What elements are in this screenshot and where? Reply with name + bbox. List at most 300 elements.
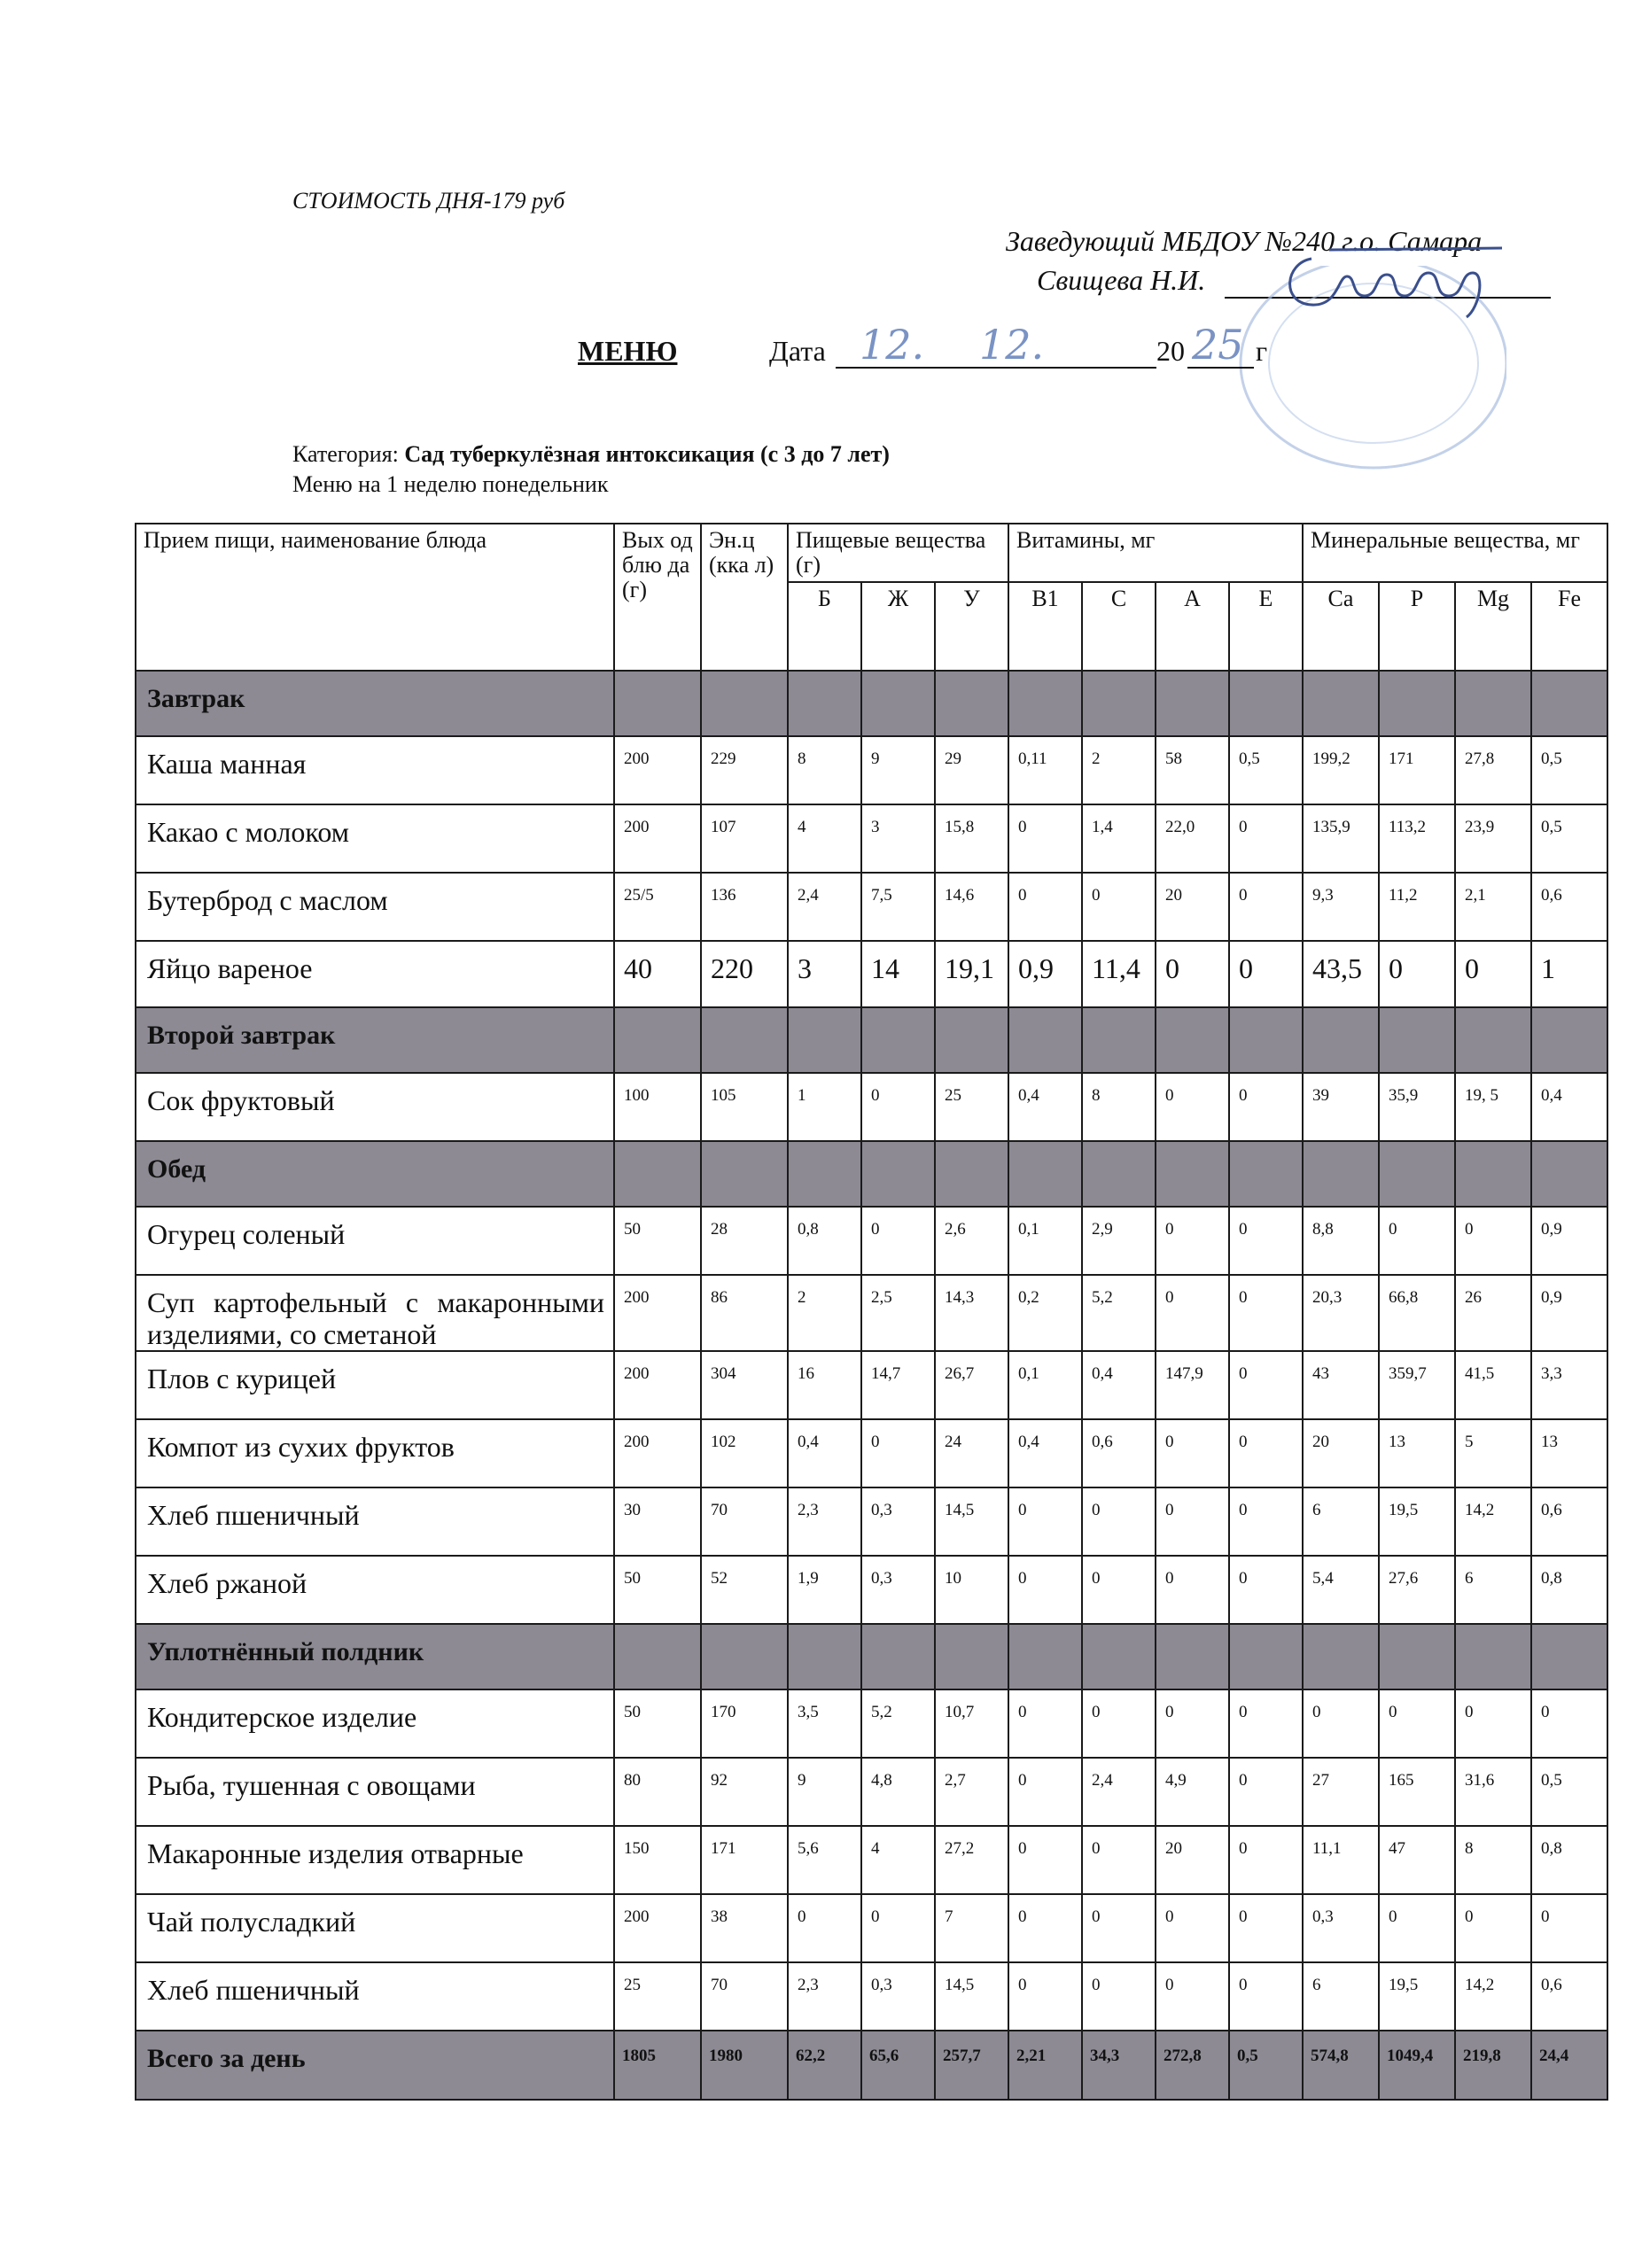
total-value: 24,4 (1531, 2031, 1607, 2100)
section-filler-cell (614, 1141, 701, 1207)
value-cell: 5,2 (861, 1689, 935, 1758)
value-cell: 3,3 (1531, 1351, 1607, 1419)
value-cell: 0 (1008, 1689, 1082, 1758)
value-cell: 80 (614, 1758, 701, 1826)
value-cell: 0,8 (1531, 1826, 1607, 1894)
value-cell: 9,3 (1303, 873, 1379, 941)
value-cell: 0 (861, 1073, 935, 1141)
col-sub-header: Fe (1531, 582, 1607, 671)
section-filler-cell (861, 1624, 935, 1689)
value-cell: 14,2 (1455, 1962, 1531, 2031)
value-cell: 14,7 (861, 1351, 935, 1419)
col-sub-header: Е (1229, 582, 1303, 671)
value-cell: 0 (1082, 1689, 1156, 1758)
value-cell: 0 (1229, 1826, 1303, 1894)
value-cell: 0,1 (1008, 1207, 1082, 1275)
value-cell: 4 (861, 1826, 935, 1894)
year-g: г (1256, 335, 1268, 367)
table-row (136, 1275, 1607, 1351)
value-cell: 20 (1156, 873, 1229, 941)
value-cell: 0 (1082, 1487, 1156, 1556)
value-cell: 0,3 (861, 1556, 935, 1624)
value-cell: 52 (701, 1556, 788, 1624)
col-sub-header: У (935, 582, 1008, 671)
value-cell: 0 (788, 1894, 861, 1962)
col-vitamins: Витамины, мг (1008, 524, 1303, 582)
value-cell: 0 (1156, 1275, 1229, 1351)
value-cell: 0,6 (1082, 1419, 1156, 1487)
total-value: 1980 (701, 2031, 788, 2100)
value-cell: 0,3 (861, 1487, 935, 1556)
value-cell: 0 (1082, 1826, 1156, 1894)
value-cell: 0 (1008, 1758, 1082, 1826)
section-filler-cell (1303, 671, 1379, 736)
col-sub-header: С (1082, 582, 1156, 671)
value-cell: 0 (1008, 1894, 1082, 1962)
dish-name: Каша манная (136, 736, 614, 804)
value-cell: 11,2 (1379, 873, 1455, 941)
value-cell: 0,9 (1531, 1275, 1607, 1351)
section-filler-cell (788, 1141, 861, 1207)
value-cell: 19, 5 (1455, 1073, 1531, 1141)
value-cell: 0 (1082, 873, 1156, 941)
value-cell: 0 (1156, 1894, 1229, 1962)
section-filler-cell (1379, 1007, 1455, 1073)
section-title: Второй завтрак (136, 1007, 614, 1073)
section-filler-cell (935, 671, 1008, 736)
value-cell: 3 (861, 804, 935, 873)
total-value: 219,8 (1455, 2031, 1531, 2100)
value-cell: 0 (1156, 1487, 1229, 1556)
value-cell: 0 (1229, 1689, 1303, 1758)
value-cell: 7,5 (861, 873, 935, 941)
section-filler-cell (1229, 1624, 1303, 1689)
value-cell: 0 (1008, 1826, 1082, 1894)
header-row (136, 524, 1607, 582)
section-filler-cell (1008, 671, 1082, 736)
value-cell: 70 (701, 1962, 788, 2031)
value-cell: 2 (788, 1275, 861, 1351)
section-filler-cell (1379, 1624, 1455, 1689)
value-cell: 9 (861, 736, 935, 804)
section-row (136, 671, 1607, 736)
value-cell: 50 (614, 1556, 701, 1624)
year-prefix: 20 (1156, 335, 1185, 367)
section-filler-cell (1156, 671, 1229, 736)
col-dish: Прием пищи, наименование блюда (136, 524, 614, 671)
value-cell: 0,5 (1531, 804, 1607, 873)
value-cell: 43,5 (1303, 941, 1379, 1007)
week-label: Меню на 1 неделю понедельник (292, 471, 609, 497)
value-cell: 0 (1082, 1894, 1156, 1962)
value-cell: 0 (1082, 1556, 1156, 1624)
section-filler-cell (701, 1141, 788, 1207)
value-cell: 0 (1229, 1962, 1303, 2031)
table-row (136, 1419, 1607, 1487)
value-cell: 200 (614, 1894, 701, 1962)
dish-name: Суп картофельный с макаронными изделиями, со сметаной (136, 1275, 614, 1351)
value-cell: 200 (614, 736, 701, 804)
value-cell: 26 (1455, 1275, 1531, 1351)
value-cell: 200 (614, 1275, 701, 1351)
section-filler-cell (1008, 1007, 1082, 1073)
section-title: Уплотнённый полдник (136, 1624, 614, 1689)
director-name: Свищева Н.И. (1037, 264, 1206, 296)
section-filler-cell (1156, 1624, 1229, 1689)
section-filler-cell (788, 671, 861, 736)
value-cell: 359,7 (1379, 1351, 1455, 1419)
value-cell: 2,3 (788, 1962, 861, 2031)
value-cell: 8 (1455, 1826, 1531, 1894)
section-filler-cell (861, 1141, 935, 1207)
date-label: Дата (769, 335, 826, 367)
col-sub-header: Б (788, 582, 861, 671)
value-cell: 4 (788, 804, 861, 873)
value-cell: 199,2 (1303, 736, 1379, 804)
value-cell: 0 (1008, 873, 1082, 941)
value-cell: 0,4 (1008, 1419, 1082, 1487)
value-cell: 0 (1229, 1207, 1303, 1275)
total-value: 574,8 (1303, 2031, 1379, 2100)
value-cell: 0,6 (1531, 873, 1607, 941)
value-cell: 50 (614, 1689, 701, 1758)
value-cell: 19,1 (935, 941, 1008, 1007)
total-value: 34,3 (1082, 2031, 1156, 2100)
section-filler-cell (1082, 1007, 1156, 1073)
section-filler-cell (1156, 1141, 1229, 1207)
value-cell: 6 (1455, 1556, 1531, 1624)
table-row (136, 1758, 1607, 1826)
col-sub-header: Ж (861, 582, 935, 671)
value-cell: 23,9 (1455, 804, 1531, 873)
value-cell: 1 (788, 1073, 861, 1141)
value-cell: 0,3 (861, 1962, 935, 2031)
value-cell: 0 (1379, 941, 1455, 1007)
section-filler-cell (701, 1624, 788, 1689)
col-energy: Эн.ц (кка л) (701, 524, 788, 671)
value-cell: 35,9 (1379, 1073, 1455, 1141)
value-cell: 105 (701, 1073, 788, 1141)
value-cell: 2,4 (1082, 1758, 1156, 1826)
value-cell: 0 (1455, 1207, 1531, 1275)
value-cell: 0,2 (1008, 1275, 1082, 1351)
total-value: 272,8 (1156, 2031, 1229, 2100)
section-filler-cell (701, 1007, 788, 1073)
value-cell: 8 (788, 736, 861, 804)
value-cell: 0 (861, 1894, 935, 1962)
menu-table (135, 523, 1608, 2101)
value-cell: 11,4 (1082, 941, 1156, 1007)
value-cell: 0,6 (1531, 1962, 1607, 2031)
dish-name: Плов с курицей (136, 1351, 614, 1419)
section-filler-cell (1531, 671, 1607, 736)
value-cell: 92 (701, 1758, 788, 1826)
section-filler-cell (1455, 671, 1531, 736)
section-filler-cell (1229, 671, 1303, 736)
value-cell: 0 (1008, 1556, 1082, 1624)
dish-name: Хлеб пшеничный (136, 1487, 614, 1556)
value-cell: 2,9 (1082, 1207, 1156, 1275)
col-minerals: Минеральные вещества, мг (1303, 524, 1607, 582)
value-cell: 27,6 (1379, 1556, 1455, 1624)
value-cell: 0,6 (1531, 1487, 1607, 1556)
value-cell: 13 (1379, 1419, 1455, 1487)
section-filler-cell (1082, 1624, 1156, 1689)
value-cell: 0 (1008, 804, 1082, 873)
value-cell: 0 (1455, 941, 1531, 1007)
value-cell: 8 (1082, 1073, 1156, 1141)
value-cell: 165 (1379, 1758, 1455, 1826)
value-cell: 20 (1156, 1826, 1229, 1894)
table-row (136, 1487, 1607, 1556)
section-filler-cell (861, 671, 935, 736)
value-cell: 170 (701, 1689, 788, 1758)
value-cell: 25 (614, 1962, 701, 2031)
value-cell: 19,5 (1379, 1962, 1455, 2031)
value-cell: 20,3 (1303, 1275, 1379, 1351)
value-cell: 0 (1229, 873, 1303, 941)
value-cell: 0,9 (1531, 1207, 1607, 1275)
value-cell: 14,5 (935, 1487, 1008, 1556)
value-cell: 0 (1229, 1351, 1303, 1419)
value-cell: 9 (788, 1758, 861, 1826)
section-filler-cell (1531, 1624, 1607, 1689)
value-cell: 24 (935, 1419, 1008, 1487)
value-cell: 0 (1229, 1073, 1303, 1141)
value-cell: 0 (1531, 1894, 1607, 1962)
section-filler-cell (614, 1007, 701, 1073)
value-cell: 113,2 (1379, 804, 1455, 873)
table-row (136, 1073, 1607, 1141)
value-cell: 30 (614, 1487, 701, 1556)
value-cell: 0 (861, 1419, 935, 1487)
date-month: 12. (979, 321, 1045, 369)
table-row (136, 736, 1607, 804)
value-cell: 2,1 (1455, 873, 1531, 941)
value-cell: 39 (1303, 1073, 1379, 1141)
value-cell: 20 (1303, 1419, 1379, 1487)
value-cell: 0,9 (1008, 941, 1082, 1007)
value-cell: 0 (1008, 1487, 1082, 1556)
section-filler-cell (1531, 1007, 1607, 1073)
section-filler-cell (1156, 1007, 1229, 1073)
section-title: Обед (136, 1141, 614, 1207)
value-cell: 220 (701, 941, 788, 1007)
value-cell: 102 (701, 1419, 788, 1487)
section-filler-cell (1379, 671, 1455, 736)
value-cell: 0 (1229, 1275, 1303, 1351)
category-value: Сад туберкулёзная интоксикация (с 3 до 7 лет) (404, 441, 890, 467)
value-cell: 0,5 (1229, 736, 1303, 804)
value-cell: 150 (614, 1826, 701, 1894)
value-cell: 5 (1455, 1419, 1531, 1487)
value-cell: 0 (1531, 1689, 1607, 1758)
category (292, 441, 890, 468)
value-cell: 0 (1229, 1758, 1303, 1826)
value-cell: 25 (935, 1073, 1008, 1141)
value-cell: 100 (614, 1073, 701, 1141)
total-value: 65,6 (861, 2031, 935, 2100)
value-cell: 13 (1531, 1419, 1607, 1487)
value-cell: 70 (701, 1487, 788, 1556)
dish-name: Огурец соленый (136, 1207, 614, 1275)
value-cell: 6 (1303, 1962, 1379, 2031)
value-cell: 0 (1156, 1556, 1229, 1624)
value-cell: 0 (1229, 1894, 1303, 1962)
table-row (136, 1962, 1607, 2031)
total-value: 1049,4 (1379, 2031, 1455, 2100)
value-cell: 0,4 (1531, 1073, 1607, 1141)
value-cell: 2,6 (935, 1207, 1008, 1275)
value-cell: 0 (1303, 1689, 1379, 1758)
table-row (136, 1826, 1607, 1894)
value-cell: 27 (1303, 1758, 1379, 1826)
value-cell: 27,2 (935, 1826, 1008, 1894)
value-cell: 2,7 (935, 1758, 1008, 1826)
table-row (136, 1556, 1607, 1624)
section-title: Завтрак (136, 671, 614, 736)
col-sub-header: Р (1379, 582, 1455, 671)
dish-name: Чай полусладкий (136, 1894, 614, 1962)
section-filler-cell (935, 1007, 1008, 1073)
value-cell: 135,9 (1303, 804, 1379, 873)
value-cell: 107 (701, 804, 788, 873)
value-cell: 0 (1082, 1962, 1156, 2031)
dish-name: Сок фруктовый (136, 1073, 614, 1141)
total-label: Всего за день (136, 2031, 614, 2100)
dish-name: Макаронные изделия отварные (136, 1826, 614, 1894)
value-cell: 10,7 (935, 1689, 1008, 1758)
total-value: 257,7 (935, 2031, 1008, 2100)
value-cell: 0,5 (1531, 736, 1607, 804)
value-cell: 0 (1229, 1556, 1303, 1624)
value-cell: 2 (1082, 736, 1156, 804)
day-cost: СТОИМОСТЬ ДНЯ-179 руб (292, 188, 565, 214)
dish-name: Бутерброд с маслом (136, 873, 614, 941)
col-sub-header: Mg (1455, 582, 1531, 671)
value-cell: 0 (1008, 1962, 1082, 2031)
value-cell: 5,2 (1082, 1275, 1156, 1351)
section-filler-cell (1008, 1141, 1082, 1207)
value-cell: 0,11 (1008, 736, 1082, 804)
value-cell: 2,5 (861, 1275, 935, 1351)
value-cell: 200 (614, 1351, 701, 1419)
value-cell: 28 (701, 1207, 788, 1275)
table-row (136, 804, 1607, 873)
value-cell: 43 (1303, 1351, 1379, 1419)
value-cell: 8,8 (1303, 1207, 1379, 1275)
value-cell: 0 (1156, 941, 1229, 1007)
value-cell: 200 (614, 1419, 701, 1487)
year-suffix: 25 (1192, 321, 1244, 369)
section-filler-cell (1229, 1007, 1303, 1073)
section-row (136, 1624, 1607, 1689)
value-cell: 4,9 (1156, 1758, 1229, 1826)
value-cell: 19,5 (1379, 1487, 1455, 1556)
value-cell: 86 (701, 1275, 788, 1351)
table-row (136, 1894, 1607, 1962)
total-value: 1805 (614, 2031, 701, 2100)
table-row (136, 941, 1607, 1007)
value-cell: 0 (861, 1207, 935, 1275)
value-cell: 14,6 (935, 873, 1008, 941)
value-cell: 0 (1455, 1689, 1531, 1758)
value-cell: 171 (1379, 736, 1455, 804)
col-sub-header: Са (1303, 582, 1379, 671)
value-cell: 14,5 (935, 1962, 1008, 2031)
value-cell: 5,4 (1303, 1556, 1379, 1624)
section-filler-cell (1008, 1624, 1082, 1689)
dish-name: Рыба, тушенная с овощами (136, 1758, 614, 1826)
value-cell: 1,9 (788, 1556, 861, 1624)
value-cell: 50 (614, 1207, 701, 1275)
value-cell: 47 (1379, 1826, 1455, 1894)
value-cell: 0,8 (1531, 1556, 1607, 1624)
total-value: 62,2 (788, 2031, 861, 2100)
table-row (136, 1689, 1607, 1758)
value-cell: 136 (701, 873, 788, 941)
total-value: 2,21 (1008, 2031, 1082, 2100)
value-cell: 4,8 (861, 1758, 935, 1826)
section-filler-cell (788, 1007, 861, 1073)
value-cell: 171 (701, 1826, 788, 1894)
category-label: Категория: (292, 441, 405, 467)
value-cell: 14,3 (935, 1275, 1008, 1351)
value-cell: 40 (614, 941, 701, 1007)
dish-name: Кондитерское изделие (136, 1689, 614, 1758)
value-cell: 0 (1379, 1689, 1455, 1758)
section-filler-cell (1303, 1007, 1379, 1073)
section-filler-cell (935, 1141, 1008, 1207)
value-cell: 0 (1229, 804, 1303, 873)
col-nutrients: Пищевые вещества (г) (788, 524, 1008, 582)
value-cell: 27,8 (1455, 736, 1531, 804)
dish-name: Яйцо вареное (136, 941, 614, 1007)
dish-name: Хлеб пшеничный (136, 1962, 614, 2031)
dish-name: Хлеб ржаной (136, 1556, 614, 1624)
value-cell: 16 (788, 1351, 861, 1419)
col-sub-header: А (1156, 582, 1229, 671)
section-filler-cell (1455, 1007, 1531, 1073)
value-cell: 0,1 (1008, 1351, 1082, 1419)
menu-title: МЕНЮ (578, 335, 678, 367)
value-cell: 0 (1156, 1207, 1229, 1275)
section-filler-cell (935, 1624, 1008, 1689)
director-title: Заведующий МБДОУ №240 г.о. Самара (1006, 225, 1483, 257)
value-cell: 0 (1156, 1689, 1229, 1758)
section-filler-cell (1379, 1141, 1455, 1207)
table-row (136, 1351, 1607, 1419)
section-filler-cell (788, 1624, 861, 1689)
value-cell: 304 (701, 1351, 788, 1419)
value-cell: 229 (701, 736, 788, 804)
section-filler-cell (1303, 1141, 1379, 1207)
total-value: 0,5 (1229, 2031, 1303, 2100)
section-row (136, 1007, 1607, 1073)
section-filler-cell (701, 671, 788, 736)
section-filler-cell (1082, 1141, 1156, 1207)
date-day: 12. (860, 321, 925, 369)
value-cell: 3,5 (788, 1689, 861, 1758)
value-cell: 3 (788, 941, 861, 1007)
value-cell: 0 (1229, 1419, 1303, 1487)
value-cell: 14 (861, 941, 935, 1007)
value-cell: 0 (1229, 941, 1303, 1007)
section-filler-cell (1229, 1141, 1303, 1207)
value-cell: 31,6 (1455, 1758, 1531, 1826)
value-cell: 2,4 (788, 873, 861, 941)
value-cell: 1,4 (1082, 804, 1156, 873)
